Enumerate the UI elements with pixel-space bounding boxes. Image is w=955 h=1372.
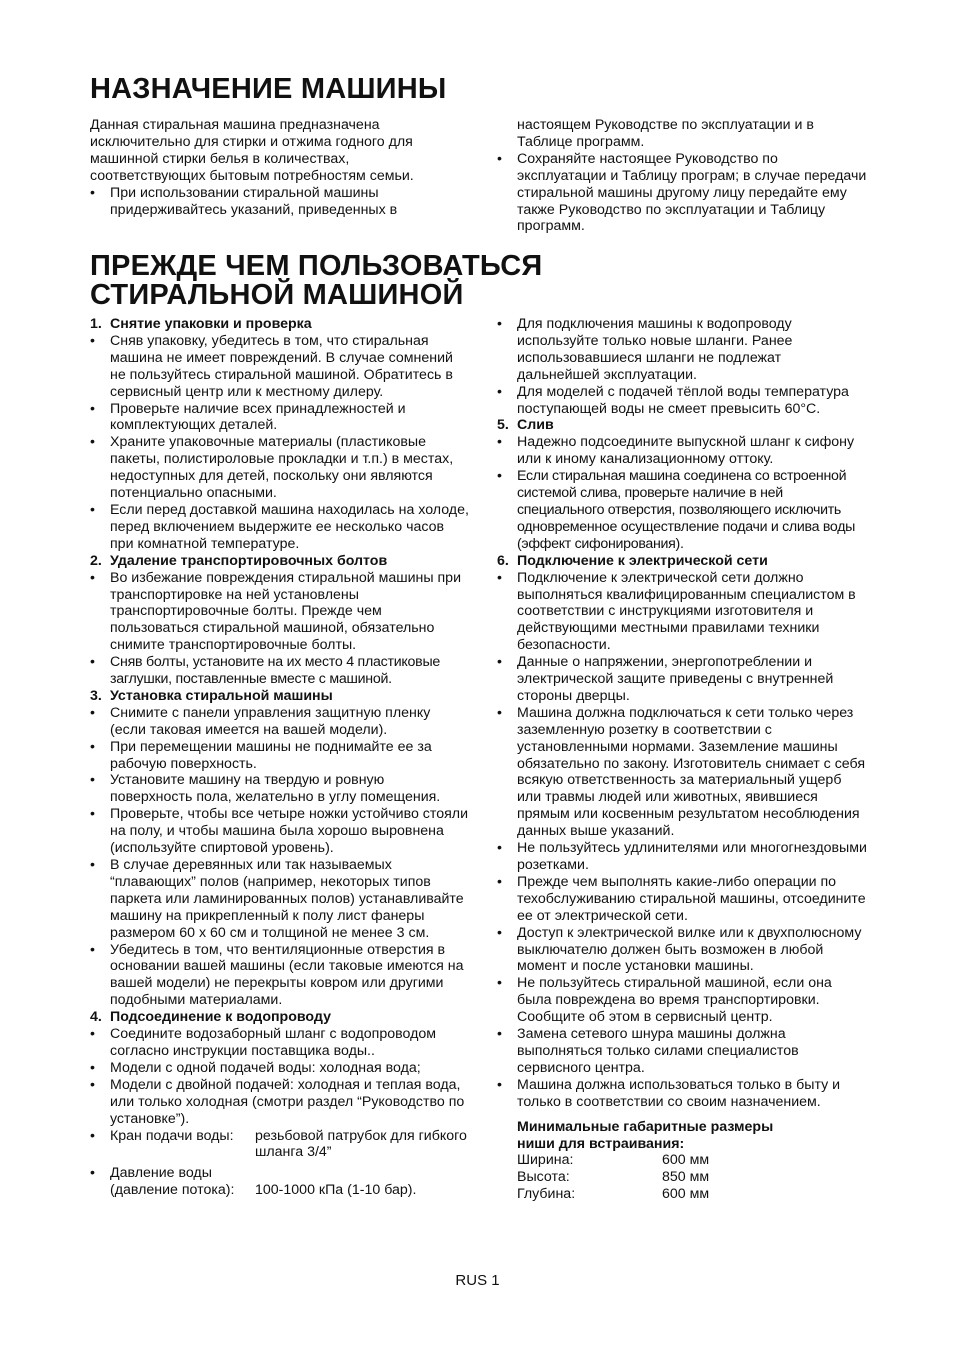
pressure-value: 100-1000 кПа (1-10 бар). bbox=[255, 1182, 417, 1199]
purpose-bullet-1-continued-text: настоящем Руководстве по эксплуатации и в Таблице программ. bbox=[517, 117, 814, 150]
section-title: Удаление транспортировочных болтов bbox=[110, 552, 388, 569]
section-number: 1. bbox=[90, 316, 102, 332]
section-title: Установка стиральной машины bbox=[110, 687, 333, 704]
list-item: • Проверьте наличие всех принадлежностей и комплектующих деталей. bbox=[90, 401, 470, 435]
pressure-spec bbox=[90, 1165, 470, 1199]
list-item: • Надежно подсоедините выпускной шланг к сифону или к иному канализационному оттоку. bbox=[497, 434, 867, 468]
section-4-list bbox=[90, 1026, 470, 1199]
dimension-label: Ширина: bbox=[517, 1152, 574, 1169]
section-6-list bbox=[497, 570, 867, 1111]
main-right-column bbox=[497, 316, 867, 1203]
before-use-heading-line-2: СТИРАЛЬНОЙ МАШИНОЙ bbox=[90, 279, 464, 311]
dimension-row-width bbox=[517, 1152, 867, 1169]
section-5-heading bbox=[497, 417, 867, 434]
list-item: • Убедитесь в том, что вентиляционные отверстия в основании вашей машины (если таковые имеются на вашей модели) не перекрыты ковром или другими подобными материалами. bbox=[90, 942, 470, 1010]
dimension-value: 600 мм bbox=[662, 1186, 710, 1203]
pressure-label-2: (давление потока): bbox=[110, 1182, 235, 1199]
before-use-heading-line-1: ПРЕЖДЕ ЧЕМ ПОЛЬЗОВАТЬСЯ bbox=[90, 250, 543, 282]
purpose-intro: Данная стиральная машина предназначена исключительно для стирки и отжима годного для машинной стирки белья в количествах, соответствующих бытовым потребностям семьи. bbox=[90, 117, 414, 184]
purpose-bullet-1-start: • При использовании стиральной машины придерживайтесь указаний, приведенных в bbox=[90, 185, 468, 219]
section-1-heading bbox=[90, 316, 470, 333]
list-item: • Машина должна подключаться к сети только через заземленную розетку в соответствии с установленными нормами. Заземление машины обязательно по закону. Изготовитель снимает с себя всякую ответственность за материальный ущерб или травмы людей или животных, явившиеся прямым или косвенным результатом несоблюдения данных выше указаний. bbox=[497, 705, 867, 840]
list-item: • Прежде чем выполнять какие-либо операции по техобслуживанию стиральной машины, отсоедините ее от электрической сети. bbox=[497, 874, 867, 925]
section-title: Слив bbox=[517, 417, 554, 434]
valve-value: резьбовой патрубок для гибкого шланга 3/4” bbox=[255, 1127, 467, 1161]
section-4-heading bbox=[90, 1009, 470, 1026]
list-item: • В случае деревянных или так называемых “плавающих” полов (например, некоторых типов паркета или ламинированных полов) устанавливайте машину на прикрепленный к полу лист фанеры размером 60 x 60 см и толщиной не менее 3 см. bbox=[90, 857, 470, 942]
purpose-heading: НАЗНАЧЕНИЕ МАШИНЫ bbox=[90, 73, 447, 105]
list-item: • Не пользуйтесь удлинителями или многогнездовыми розетками. bbox=[497, 840, 867, 874]
list-item: • Замена сетевого шнура машины должна выполняться только силами специалистов сервисного центра. bbox=[497, 1026, 867, 1077]
list-item: • Установите машину на твердую и ровную поверхность пола, желательно в углу помещения. bbox=[90, 772, 470, 806]
section-2-list bbox=[90, 570, 470, 688]
list-item: • Модели с одной подачей воды: холодная вода; bbox=[90, 1060, 470, 1077]
dimension-value: 850 мм bbox=[662, 1169, 710, 1186]
list-item: • При перемещении машины не поднимайте ее за рабочую поверхность. bbox=[90, 739, 470, 773]
section-title: Снятие упаковки и проверка bbox=[110, 316, 312, 332]
list-item: • Машина должна использоваться только в быту и только в соответствии со своим назначением. bbox=[497, 1077, 867, 1111]
dimension-row-height bbox=[517, 1169, 867, 1186]
list-item: • Во избежание повреждения стиральной машины при транспортировке на ней установлены транспортировочные болты. Прежде чем пользоваться стиральной машиной, обязательно снимите транспортировочные болты. bbox=[90, 570, 470, 655]
section-title: Подсоединение к водопроводу bbox=[110, 1009, 331, 1026]
section-5-list bbox=[497, 434, 867, 552]
niche-dimensions-title-line-2: ниши для встраивания: bbox=[517, 1135, 685, 1152]
before-use-heading bbox=[90, 252, 890, 310]
section-6-heading bbox=[497, 553, 867, 570]
section-number: 6. bbox=[497, 552, 509, 569]
list-item: • Доступ к электрической вилке или к двухполюсному выключателю должен быть возможен в любой момент и после установки машины. bbox=[497, 925, 867, 976]
dimension-row-depth bbox=[517, 1186, 867, 1203]
dimension-label: Глубина: bbox=[517, 1186, 576, 1203]
niche-dimensions-table bbox=[497, 1152, 867, 1203]
list-item: • Сняв упаковку, убедитесь в том, что стиральная машина не имеет повреждений. В случае сомнений не пользуйтесь стиральной машиной. Обратитесь в сервисный центр или к местному дилеру. bbox=[90, 333, 470, 401]
list-item: • Сняв болты, установите на их место 4 пластиковые заглушки, поставленные вместе с машиной. bbox=[90, 654, 470, 688]
list-item: • Не пользуйтесь стиральной машиной, если она была повреждена во время транспортировки. Сообщите об этом в сервисный центр. bbox=[497, 975, 867, 1026]
list-item: • Данные о напряжении, энергопотреблении и электрической защите приведены с внутренней стороны дверцы. bbox=[497, 654, 867, 705]
list-item: • Если стиральная машина соединена со встроенной системой слива, проверьте наличие в ней специального отверстия, позволяющего исключить одновременное осуществление подачи и слива воды (эффект сифонирования). bbox=[497, 468, 867, 553]
purpose-bullet-2: • Сохраняйте настоящее Руководство по эксплуатации и Таблицу програм; в случае передачи стиральной машины другому лицу передайте ему также Руководство по эксплуатации и Таблицу программ. bbox=[497, 151, 867, 236]
section-number: 4. bbox=[90, 1009, 102, 1026]
niche-dimensions-title-line-1: Минимальные габаритные размеры bbox=[517, 1118, 774, 1135]
dimension-value: 600 мм bbox=[662, 1152, 710, 1169]
list-item: • Храните упаковочные материалы (пластиковые пакеты, полистироловые прокладки и т.п.) в местах, недоступных для детей, поскольку они являются потенциально опасными. bbox=[90, 434, 470, 502]
list-item: • Модели с двойной подачей: холодная и теплая вода, или только холодная (смотри раздел “Руководство по установке”). bbox=[90, 1077, 470, 1128]
pressure-label-1: • Давление воды bbox=[110, 1165, 212, 1182]
purpose-left-column bbox=[90, 117, 468, 218]
valve-label: • Кран подачи воды: bbox=[110, 1127, 234, 1144]
list-item: • Для подключения машины к водопроводу используйте только новые шланги. Ранее использовавшиеся шланги не подлежат дальнейшей эксплуатации. bbox=[497, 316, 867, 384]
page-number: RUS 1 bbox=[455, 1272, 500, 1289]
list-item: • Снимите с панели управления защитную пленку (если таковая имеется на вашей модели). bbox=[90, 705, 470, 739]
purpose-right-column bbox=[497, 117, 867, 235]
list-item: • Для моделей с подачей тёплой воды температура поступающей воды не смеет превысить 60°C. bbox=[497, 384, 867, 418]
list-item: • Подключение к электрической сети должно выполняться квалифицированным специалистом в соответствии с инструкциями изготовителя и действующими местными правилами техники безопасности. bbox=[497, 570, 867, 655]
section-3-heading bbox=[90, 688, 470, 705]
section-2-heading bbox=[90, 553, 470, 570]
section-3-list bbox=[90, 705, 470, 1009]
list-item: • Если перед доставкой машина находилась на холоде, перед включением выдержите ее несколько часов при комнатной температуре. bbox=[90, 502, 470, 553]
valve-spec bbox=[90, 1128, 470, 1162]
dimension-label: Высота: bbox=[517, 1169, 570, 1186]
section-title: Подключение к электрической сети bbox=[517, 552, 768, 569]
section-number: 3. bbox=[90, 687, 102, 704]
main-left-column bbox=[90, 316, 470, 1199]
niche-dimensions-title bbox=[497, 1119, 867, 1153]
section-number: 5. bbox=[497, 417, 509, 434]
list-item: • Проверьте, чтобы все четыре ножки устойчиво стояли на полу, и чтобы машина была хорошо выровнена (используйте спиртовой уровень). bbox=[90, 806, 470, 857]
section-4-list-continued bbox=[497, 316, 867, 417]
section-1-list bbox=[90, 333, 470, 553]
list-item: • Соедините водозаборный шланг с водопроводом согласно инструкции поставщика воды.. bbox=[90, 1026, 470, 1060]
purpose-bullet-1-continued bbox=[497, 117, 867, 151]
section-number: 2. bbox=[90, 552, 102, 569]
